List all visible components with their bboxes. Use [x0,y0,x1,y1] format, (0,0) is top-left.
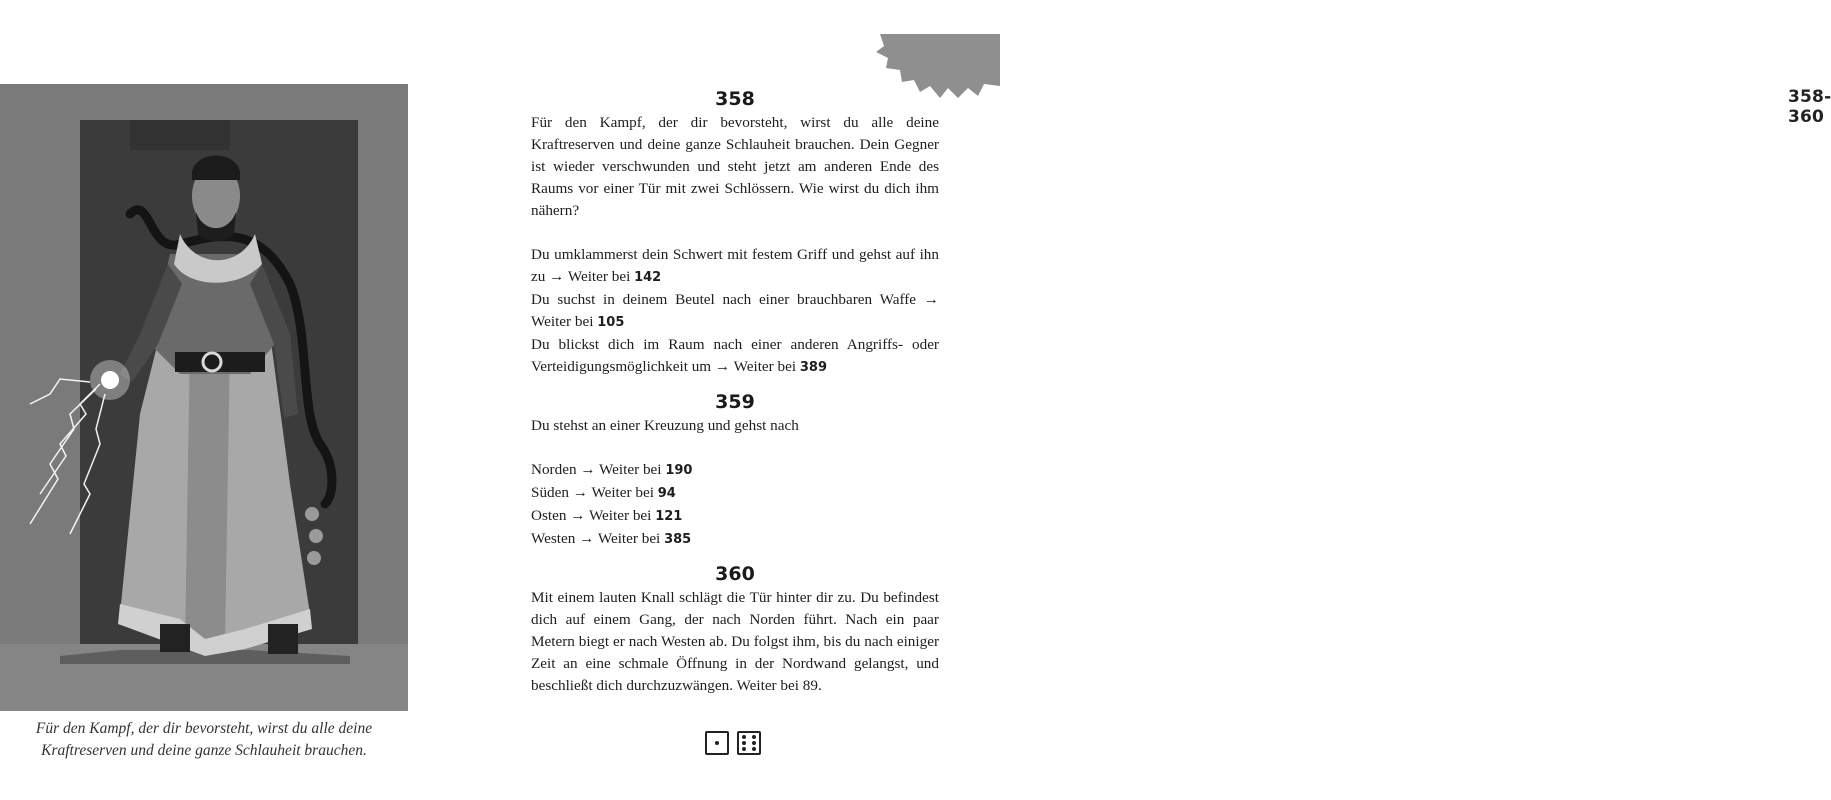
die-pip [742,747,746,751]
section-number-360: 360 [715,563,755,585]
option-105 [531,289,939,334]
caption-line: Für den Kampf, der dir bevorsteht, wirst du alle deine [35,720,373,737]
option-142 [531,244,939,289]
caption-line: Kraftreserven und deine ganze Schlauheit brauchen. [41,742,367,759]
warrior-illustration [0,84,408,711]
option-text: Osten → Weiter bei [531,507,652,524]
option-text: Süden → Weiter bei [531,484,654,501]
die-six-icon [737,731,761,755]
die-pip [752,735,756,739]
section-359-text: Du stehst an einer Kreuzung und gehst nach [531,417,799,434]
die-pip [742,735,746,739]
text-column [531,86,939,697]
die-pip [742,741,746,745]
option-target[interactable]: 190 [665,463,693,478]
option-text: Du blickst dich im Raum nach einer anderen Angriffs- oder Verteidigungsmöglichkeit um → Weiter bei [531,336,939,375]
option-190 [531,459,939,482]
page-range-label: 358-360 [1788,87,1831,127]
section-number-358: 358 [715,88,755,110]
option-121 [531,505,939,528]
section-number-359: 359 [715,391,755,413]
die-one-icon [705,731,729,755]
section-358-text: Für den Kampf, der dir bevorsteht, wirst du alle deine Kraftreserven und deine ganze Schlauheit brauchen. Dein Gegner ist wieder verschwunden und steht jetzt am anderen Ende des Raums vor einer Tür mit zwei Schlössern. Wie wirst du dich ihm nähern? [531,114,939,219]
option-text: Du suchst in deinem Beutel nach einer brauchbaren Waffe → Weiter bei [531,291,939,330]
section-360-text: Mit einem lauten Knall schlägt die Tür hinter dir zu. Du befindest dich auf einem Gang, der nach Norden führt. Nach ein paar Metern biegt er nach Westen ab. Du folgst ihm, bis du nach einiger Zeit an eine schmale Öffnung in der Nordwand gelangst, und beschließt dich durchzuzwängen. Weiter bei 89. [531,589,939,694]
option-389 [531,334,939,379]
die-pip [752,747,756,751]
option-text: Du umklammerst dein Schwert mit festem Griff und gehst auf ihn zu → Weiter bei [531,246,939,285]
die-pip [752,741,756,745]
option-385 [531,528,939,551]
option-text: Westen → Weiter bei [531,530,661,547]
option-target[interactable]: 105 [597,315,625,330]
option-target[interactable]: 94 [657,486,676,501]
option-target[interactable]: 389 [799,360,828,375]
illustration-caption [0,718,408,762]
option-target[interactable]: 142 [634,270,662,285]
option-text: Norden → Weiter bei [531,461,662,478]
die-pip [715,741,719,745]
option-94 [531,482,939,505]
option-target[interactable]: 121 [655,509,683,524]
option-target[interactable]: 385 [664,532,692,547]
